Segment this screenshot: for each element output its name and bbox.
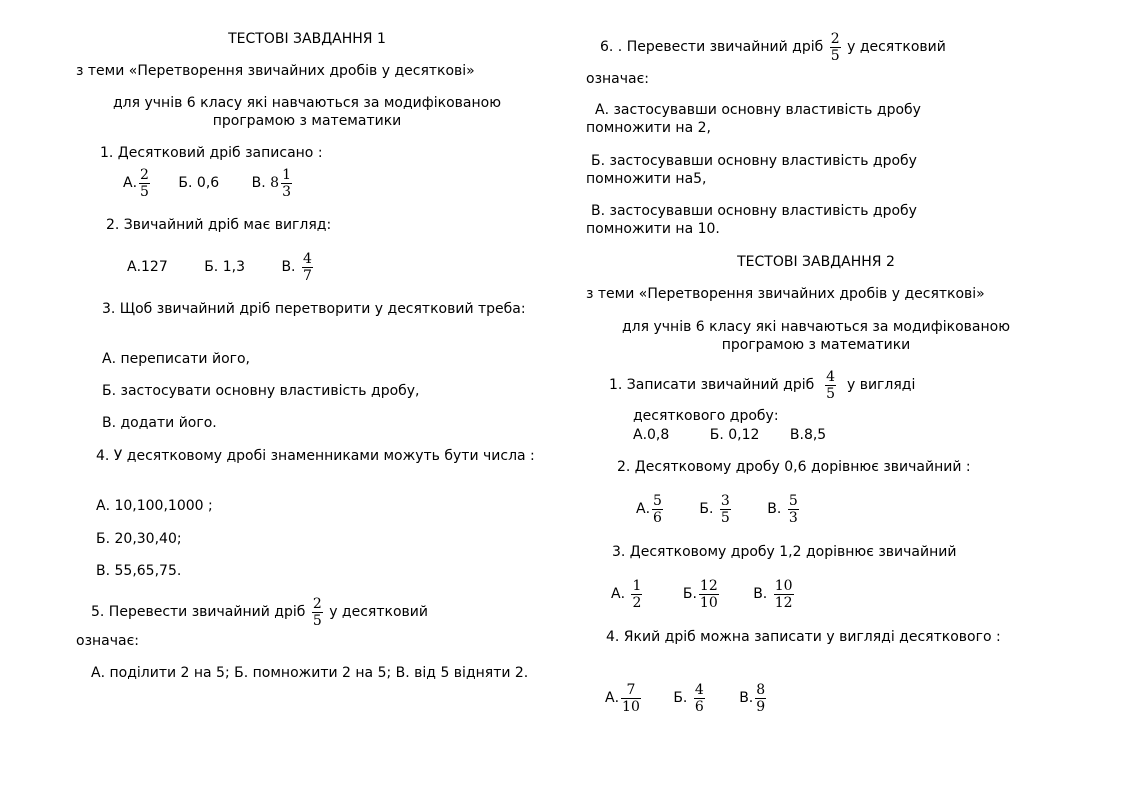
- t2-q3-option-c: В. $\frac{10}{12}$: [753, 577, 793, 611]
- t1-q1-option-c: В. 8 $\frac{1}{3}$: [251, 166, 291, 200]
- t2-q2-text: 2. Десятковому дробу 0,6 дорівнює звичайний :: [617, 459, 971, 475]
- t2-q2-option-c: В. $\frac{5}{3}$: [767, 492, 798, 526]
- t2-q4-option-a: А. $\frac{7}{10}$: [605, 681, 640, 715]
- test-1-topic: з теми «Перетворення звичайних дробів у десяткові»: [76, 63, 475, 79]
- t2-q3-option-b: Б. $\frac{12}{10}$: [682, 577, 718, 611]
- t1-q4-option-c: В. 55,65,75.: [96, 563, 182, 579]
- t1-q1-option-b: Б. 0,6: [178, 175, 220, 191]
- t1-q5-options: А. поділити 2 на 5; Б. помножити 2 на 5; В. від 5 відняти 2.: [91, 665, 529, 681]
- t1-q4-option-b: Б. 20,30,40;: [96, 531, 182, 547]
- t1-q2-option-b: Б. 1,3: [204, 259, 245, 275]
- test-1-title: ТЕСТОВІ ЗАВДАННЯ 1: [228, 31, 386, 47]
- t2-q3-options: [611, 575, 796, 613]
- t2-q1-text-line2: десяткового дробу:: [633, 408, 779, 424]
- t2-q1-option-a: А.0,8: [633, 427, 670, 443]
- t2-q2-option-a: А. $\frac{5}{6}$: [636, 492, 662, 526]
- t2-q1-options: [633, 426, 826, 444]
- t1-q5-text-line2: означає:: [76, 633, 139, 649]
- t2-q1-text: 1. Записати звичайний дріб $\frac{4}{5}$ у вигляді: [609, 368, 916, 402]
- t1-q6-option-c: В. застосувавши основну властивість дробу помножити на 10.: [586, 203, 917, 237]
- t2-q3-option-a: А. $\frac{1}{2}$: [611, 577, 642, 611]
- t1-q6-text-line2: означає:: [586, 71, 649, 87]
- t1-q3-text: 3. Щоб звичайний дріб перетворити у десятковий треба:: [102, 301, 526, 317]
- t1-q1-text: 1. Десятковий дріб записано :: [100, 145, 323, 161]
- t1-q2-option-a: А.127: [127, 259, 168, 275]
- t1-q3-option-b: Б. застосувати основну властивість дробу,: [102, 383, 420, 399]
- t2-q4-option-c: В. $\frac{8}{9}$: [739, 681, 766, 715]
- t2-q2-option-b: Б. $\frac{3}{5}$: [699, 492, 730, 526]
- test-2-audience: для учнів 6 класу які навчаються за модифікованою програмою з математики: [622, 319, 1010, 353]
- t1-q3-option-c: В. додати його.: [102, 415, 217, 431]
- t2-q1-option-c: В.8,5: [789, 427, 827, 443]
- test-2-topic: з теми «Перетворення звичайних дробів у десяткові»: [586, 286, 985, 302]
- test-1-audience: для учнів 6 класу які навчаються за модифікованою програмою з математики: [113, 95, 501, 129]
- t1-q6-option-b: Б. застосувавши основну властивість дробу помножити на5,: [586, 153, 917, 187]
- t2-q2-options: [636, 490, 801, 528]
- t1-q6-option-a: А. застосувавши основну властивість дробу помножити на 2,: [586, 102, 921, 136]
- t1-q3-option-a: А. переписати його,: [102, 351, 251, 367]
- t2-q4-option-b: Б. $\frac{4}{6}$: [673, 681, 704, 715]
- t1-q1-options: [123, 164, 294, 202]
- t2-q4-options: [605, 679, 768, 717]
- t1-q6-text: 6. . Перевести звичайний дріб $\frac{2}{5}$ у десятковий: [600, 30, 946, 64]
- t1-q2-options: [127, 248, 315, 286]
- t1-q2-option-c: В. $\frac{4}{7}$: [281, 250, 312, 284]
- t1-q1-option-a: А. $\frac{2}{5}$: [123, 166, 149, 200]
- t2-q3-text: 3. Десятковому дробу 1,2 дорівнює звичайний: [612, 544, 957, 560]
- t1-q2-text: 2. Звичайний дріб має вигляд:: [106, 217, 332, 233]
- t1-q5-text: 5. Перевести звичайний дріб $\frac{2}{5}$ у десятковий: [91, 595, 428, 629]
- t1-q4-option-a: А. 10,100,1000 ;: [96, 498, 213, 514]
- test-2-title: ТЕСТОВІ ЗАВДАННЯ 2: [737, 254, 895, 270]
- t1-q4-text: 4. У десятковому дробі знаменниками можуть бути числа :: [96, 448, 535, 464]
- t2-q4-text: 4. Який дріб можна записати у вигляді десяткового :: [606, 629, 1001, 645]
- t2-q1-option-b: Б. 0,12: [709, 427, 760, 443]
